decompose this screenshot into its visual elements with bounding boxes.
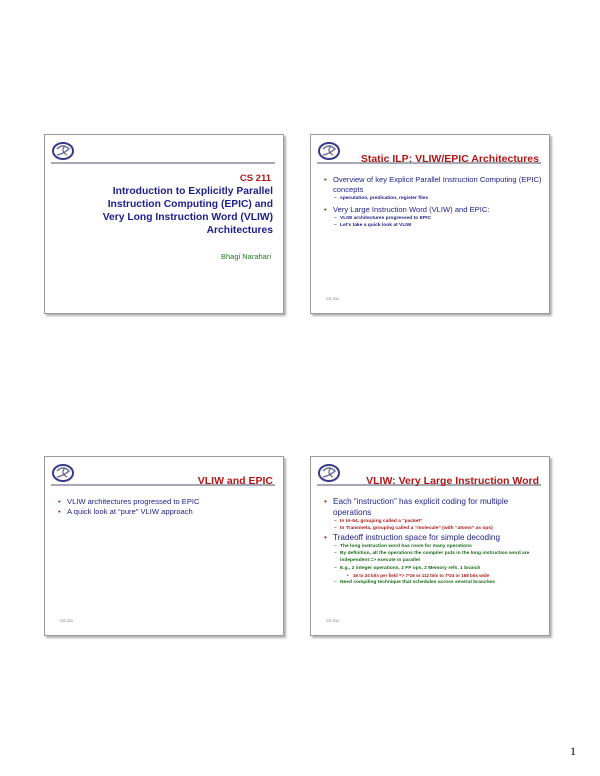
bullet: • Tradeoff instruction space for simple decoding: [324, 532, 501, 542]
sub-bullet: – Need compiling technique that schedules across several branches: [334, 579, 495, 585]
cs-logo-icon: [317, 140, 341, 162]
sub-bullet: – By definition, all the operations the compiler puts in the long instruction word are independent => execute in parallel: [334, 551, 530, 564]
slide-2: [310, 134, 550, 314]
slide-body: [323, 175, 543, 229]
sub-bullet: – speculation, predication, register files: [334, 195, 429, 201]
bullet: • Each “instruction” has explicit coding for multiple operations: [324, 497, 509, 517]
sub-bullet: – In IA-64, grouping called a “packet”: [334, 519, 423, 525]
title-line: Instruction Computing (EPIC) and: [107, 199, 273, 211]
slide-3: [44, 456, 284, 636]
slide-1: [44, 134, 284, 314]
sub-bullet: – Let's take a quick look at VLIW: [334, 222, 412, 228]
bullet: • Overview of key Explicit Parallel Instruction Computing (EPIC) concepts: [324, 175, 542, 194]
slide-4: [310, 456, 550, 636]
bullet: • A quick look at “pure” VLIW approach: [58, 506, 193, 516]
slide-footer: CS 211: [326, 296, 340, 301]
sub-bullet: – In Transmeta, grouping called a “molecule” (with “atoms” as ops): [334, 526, 493, 532]
bullet: • Very Large Instruction Word (VLIW) and EPIC:: [324, 204, 490, 214]
sub-sub-bullet: • 16 to 24 bits per field => 7*16 or 112 bits to 7*24 or 168 bits wide: [347, 572, 490, 578]
slide-body: [57, 497, 277, 517]
course-code: CS 211: [239, 173, 271, 184]
slide-title: [53, 185, 273, 237]
slide-footer: CS 211: [326, 618, 340, 623]
cs-logo-icon: [51, 462, 75, 484]
header-rule: [51, 162, 275, 164]
title-line: Architectures: [206, 225, 273, 237]
slide-title: VLIW and EPIC: [197, 475, 273, 487]
sub-bullet: – The long instruction word has room for many operations: [334, 544, 472, 550]
slide-title: Static ILP: VLIW/EPIC Architectures: [360, 153, 539, 165]
sub-bullet: – VLIW architectures progressed to EPIC: [334, 215, 432, 221]
cs-logo-icon: [317, 462, 341, 484]
slide-footer: CS 211: [60, 618, 74, 623]
cs-logo-icon: [51, 140, 75, 162]
bullet: • VLIW architectures progressed to EPIC: [58, 497, 200, 506]
title-line: Introduction to Explicitly Parallel: [112, 186, 273, 197]
slide-body: [323, 497, 543, 586]
sub-bullet: – E.g., 2 integer operations, 2 FP ops, 2 Memory refs, 1 branch: [334, 565, 481, 571]
page-number: 1: [570, 744, 576, 758]
title-line: Very Long Instruction Word (VLIW): [102, 212, 273, 224]
author-name: Bhagi Narahari: [220, 252, 271, 261]
slide-title: VLIW: Very Large Instruction Word: [366, 475, 539, 487]
